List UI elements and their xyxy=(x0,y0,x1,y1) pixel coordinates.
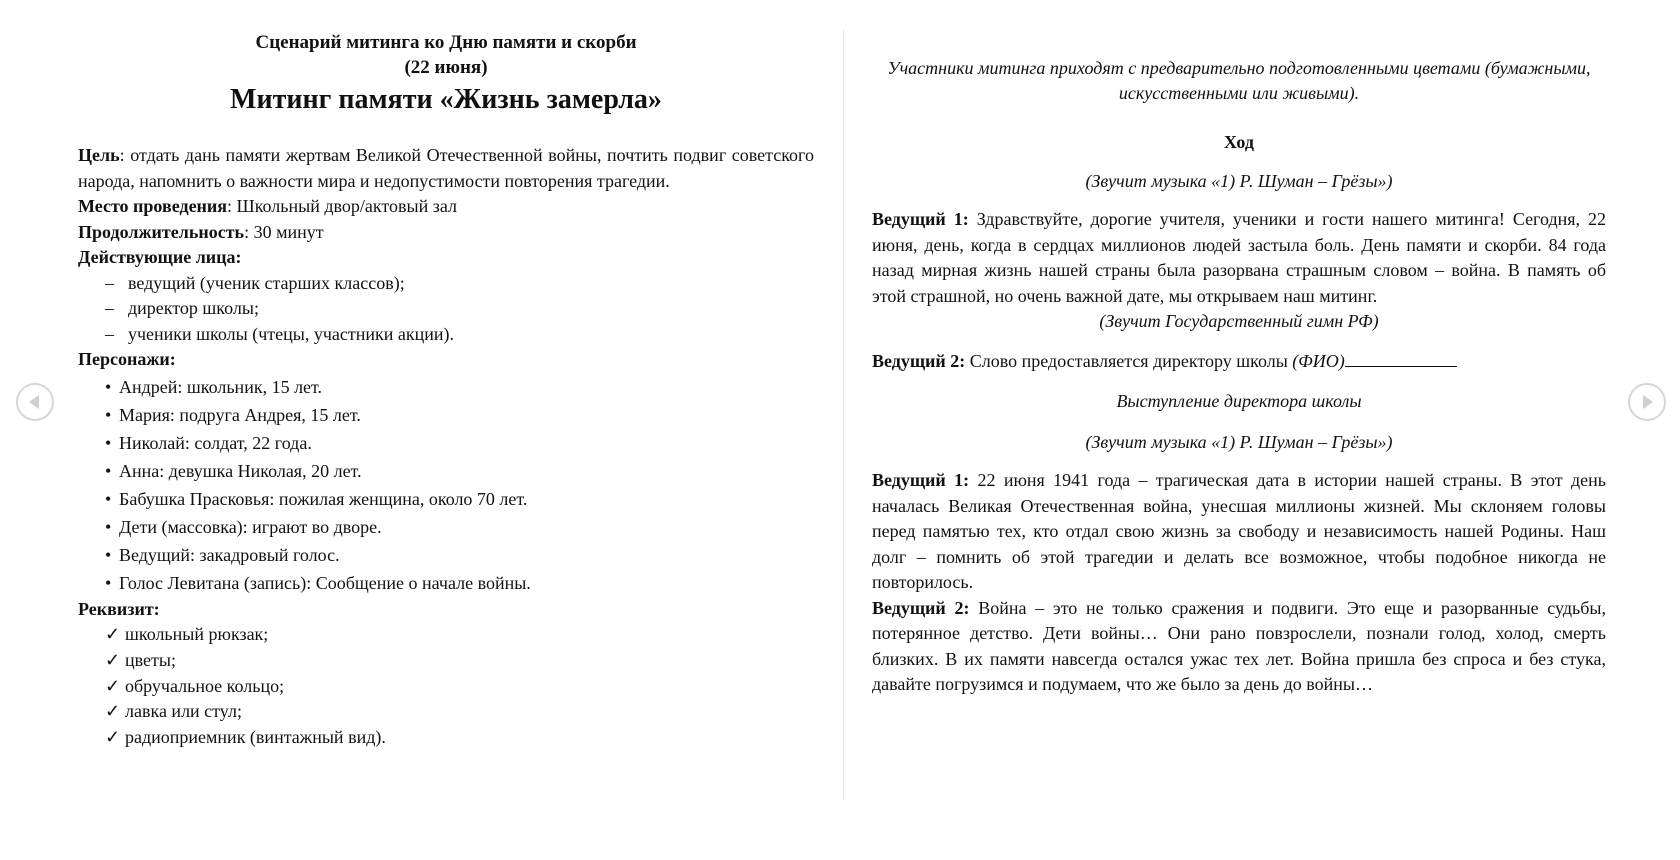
chevron-left-icon xyxy=(18,385,52,419)
speaker-label: Ведущий 2: xyxy=(872,350,966,371)
list-item: • Николай: солдат, 22 года. xyxy=(78,429,814,457)
list-item: ✓ школьный рюкзак; xyxy=(78,622,814,648)
bullet-icon: • xyxy=(105,404,112,425)
speaker-label: Ведущий 2: xyxy=(872,597,970,618)
place-label: Место проведения xyxy=(78,196,228,216)
goal-paragraph xyxy=(78,143,814,194)
list-item: • Мария: подруга Андрея, 15 лет. xyxy=(78,401,814,429)
characters-list xyxy=(78,373,814,597)
doc-subtitle: Сценарий митинга ко Дню памяти и скорби xyxy=(255,32,637,53)
list-item: – ведущий (ученик старших классов); xyxy=(105,272,405,293)
duration-text: : 30 минут xyxy=(244,221,324,242)
list-item: • Ведущий: закадровый голос. xyxy=(78,541,814,569)
bullet-icon: • xyxy=(105,516,112,537)
doc-date: (22 июня) xyxy=(404,57,488,78)
left-page xyxy=(78,30,814,834)
place-text: : Школьный двор/актовый зал xyxy=(227,196,457,216)
blank-line xyxy=(1345,348,1457,367)
list-item: • Анна: девушка Николая, 20 лет. xyxy=(78,457,814,485)
checkmark-icon: ✓ xyxy=(105,675,121,696)
checkmark-icon: ✓ xyxy=(105,727,121,748)
bullet-icon: • xyxy=(105,460,112,481)
goal-label: Цель xyxy=(78,145,120,165)
list-item: ✓ цветы; xyxy=(78,648,814,674)
speaker-label: Ведущий 1: xyxy=(872,470,970,490)
list-item: • Бабушка Прасковья: пожилая женщина, около 70 лет. xyxy=(78,485,814,513)
stage-direction: Выступление директора школы xyxy=(1116,391,1362,411)
checkmark-icon: ✓ xyxy=(105,624,121,644)
dash-mark: – xyxy=(105,298,114,318)
dash-mark: – xyxy=(105,323,114,344)
list-item: ✓ обручальное кольцо; xyxy=(78,674,814,700)
speaker-label: Ведущий 1: xyxy=(872,209,969,229)
characters-label: Персонажи: xyxy=(78,349,176,369)
bullet-icon: • xyxy=(105,432,112,453)
list-item: • Дети (массовка): играют во дворе. xyxy=(78,513,814,541)
place-paragraph xyxy=(78,194,814,220)
section-title: Ход xyxy=(1223,132,1255,152)
bullet-icon: • xyxy=(105,376,112,397)
persons-list xyxy=(78,271,814,348)
bullet-icon: • xyxy=(105,572,112,593)
checkmark-icon: ✓ xyxy=(105,649,121,670)
chevron-right-icon xyxy=(1630,385,1664,419)
props-label: Реквизит: xyxy=(78,598,160,619)
list-item: – директор школы; xyxy=(105,298,259,318)
fio-placeholder: (ФИО) xyxy=(1292,350,1345,371)
page-divider xyxy=(843,30,844,800)
speech-paragraph: Ведущий 1: 22 июня 1941 года – трагическая дата в истории нашей страны. В этот день началась Великая Отечественная война, унесшая миллионы жизней. Мы склоняем головы перед памятью тех, кто отдал свою жизнь за свободу и независимость нашей Родины. Наш долг – помнить об этой трагедии и делать все возможное, чтобы подобное никогда не повторилось. xyxy=(872,470,1607,592)
intro-note: Участники митинга приходят с предварительно подготовленными цветами (бумажными, искусственными или живыми). xyxy=(887,58,1591,103)
goal-text: : отдать дань памяти жертвам Великой Отечественной войны, почтить подвиг советского народа, напомнить о важности мира и недопустимости повторения трагедии. xyxy=(78,145,814,191)
speech-paragraph: Ведущий 1: Здравствуйте, дорогие учителя, ученики и гости нашего митинга! Сегодня, 22 июня, день, когда в сердцах миллионов людей застыла боль. День памяти и скорби. 84 года назад мирная жизнь нашей страны была разорвана страшным словом – война. В память об этой страшной, но очень важной дате, мы открываем наш митинг. xyxy=(872,209,1607,306)
duration-paragraph xyxy=(78,220,814,246)
bullet-icon: • xyxy=(105,488,112,509)
speech-paragraph: Ведущий 2: Слово предоставляется директору школы (ФИО) xyxy=(872,348,1606,375)
prev-page-button[interactable] xyxy=(16,383,54,421)
list-item: – ученики школы (чтецы, участники акции). xyxy=(105,323,455,344)
dash-mark: – xyxy=(105,272,114,293)
stage-direction: (Звучит музыка «1) Р. Шуман – Грёзы») xyxy=(1085,431,1393,452)
list-item: • Андрей: школьник, 15 лет. xyxy=(78,373,814,401)
bullet-icon: • xyxy=(105,544,112,565)
next-page-button[interactable] xyxy=(1628,383,1666,421)
list-item: ✓ лавка или стул; xyxy=(78,699,814,725)
doc-title: Митинг памяти «Жизнь замерла» xyxy=(230,84,662,115)
stage-direction: (Звучит музыка «1) Р. Шуман – Грёзы») xyxy=(1085,170,1393,191)
duration-label: Продолжительность xyxy=(78,221,245,242)
speech-paragraph: Ведущий 2: Война – это не только сражения и подвиги. Это еще и разорванные судьбы, потерянное детство. Дети войны… Они рано повзрослели, познали голод, холод, смерть близких. В их памяти навсегда остался ужас тех лет. Война пришла без спроса и без стука, давайте погрузимся и подумаем, что же было за день до войны… xyxy=(872,597,1607,694)
right-page xyxy=(872,56,1606,860)
props-list xyxy=(78,622,814,751)
list-item: ✓ радиоприемник (винтажный вид). xyxy=(78,725,814,751)
stage-direction: (Звучит Государственный гимн РФ) xyxy=(1099,311,1379,331)
checkmark-icon: ✓ xyxy=(105,701,121,722)
list-item: • Голос Левитана (запись): Сообщение о начале войны. xyxy=(78,569,814,597)
persons-label: Действующие лица: xyxy=(78,247,242,267)
